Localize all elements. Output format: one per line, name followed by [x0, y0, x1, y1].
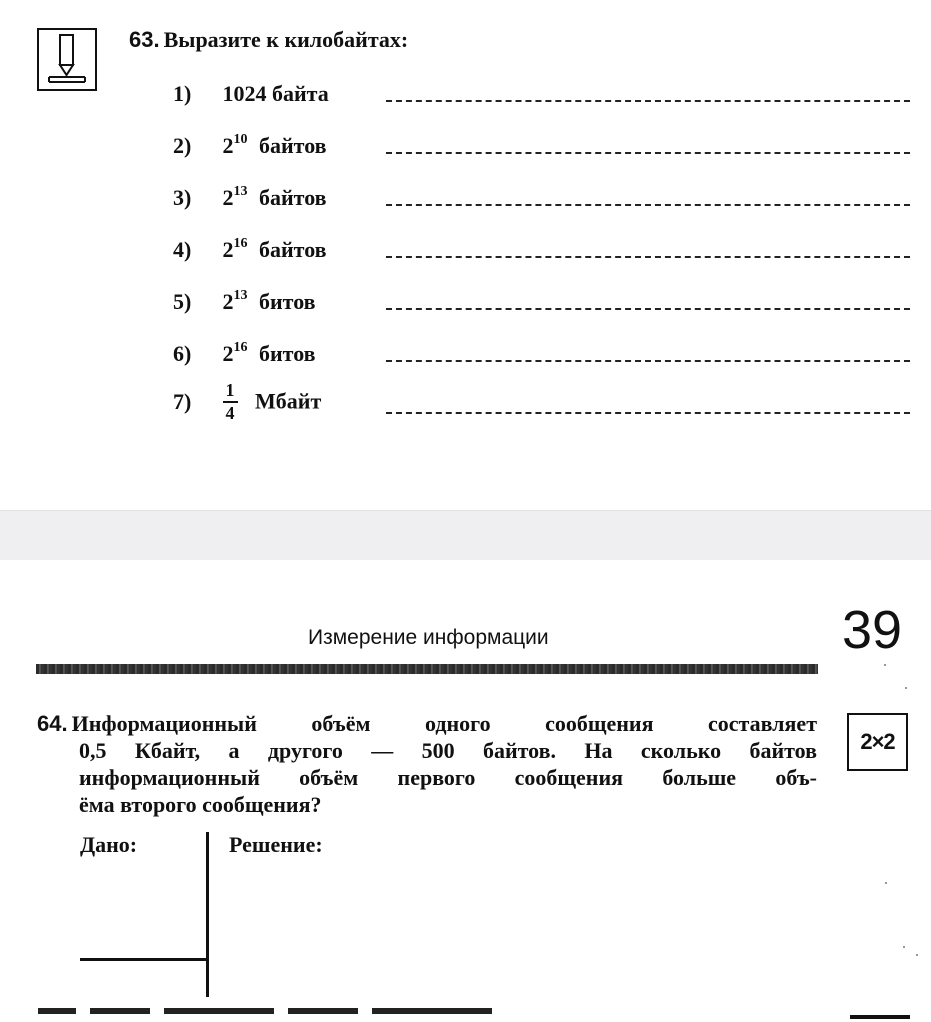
item-index: 6): [173, 341, 192, 366]
task63-number: 63.: [129, 27, 160, 52]
item-base: 2: [222, 237, 234, 262]
item-exponent: 16: [233, 339, 248, 355]
given-underline: [80, 958, 207, 961]
page-top: [0, 0, 931, 510]
item-unit: битов: [259, 341, 316, 366]
answer-line-4[interactable]: [386, 256, 910, 258]
task64-line-1-text: Информационный объём одного сообщения составляет: [71, 711, 817, 736]
answer-line-1[interactable]: [386, 100, 910, 102]
item-exponent: 16: [233, 235, 248, 251]
item-fraction: [223, 381, 238, 422]
item-unit: байтов: [259, 237, 327, 262]
scan-speck: [884, 664, 886, 666]
task64-number: 64.: [37, 711, 68, 736]
given-label: Дано:: [80, 832, 138, 857]
item-index: 5): [173, 289, 192, 314]
item-exponent: 10: [233, 131, 248, 147]
item-exponent: 13: [233, 183, 248, 199]
item-unit: Мбайт: [255, 388, 322, 414]
item-unit: битов: [259, 289, 316, 314]
given-solution-divider: [206, 832, 209, 997]
item-unit: байтов: [259, 185, 327, 210]
answer-line-7[interactable]: [386, 412, 910, 414]
header-rule: [36, 664, 818, 674]
task64-text: [37, 710, 817, 818]
item-index: 2): [173, 133, 192, 158]
item-base: 2: [222, 185, 234, 210]
task63-item-4: [173, 237, 327, 267]
badge-label: 2×2: [860, 729, 895, 754]
pen-writing-icon: [37, 28, 97, 91]
answer-line-2[interactable]: [386, 152, 910, 154]
task63-item-5: [173, 289, 316, 319]
page-number: 39: [842, 600, 903, 660]
scan-speck: [885, 882, 887, 884]
answer-line-5[interactable]: [386, 308, 910, 310]
next-task-badge-edge: [850, 1015, 910, 1019]
item-exponent: 13: [233, 287, 248, 303]
item-base: 2: [222, 133, 234, 158]
item-base: 2: [222, 289, 234, 314]
task63-title: Выразите к килобайтах:: [163, 27, 409, 52]
solution-label: Решение:: [229, 832, 323, 857]
task63-item-6: [173, 341, 316, 371]
item-index: 3): [173, 185, 192, 210]
task63-item-3: [173, 185, 327, 215]
task64-line-2: 0,5 Кбайт, а другого — 500 байтов. На сколько байтов: [79, 738, 817, 763]
pair-work-badge-icon: [847, 713, 908, 771]
task64-line-1: [37, 710, 817, 737]
page-bottom: [0, 560, 931, 1019]
item-index: 1): [173, 81, 192, 106]
fraction-numerator: 1: [223, 381, 238, 403]
task64-line-4: ёма второго сообщения?: [79, 792, 322, 817]
next-task-cut-off: [38, 1008, 598, 1022]
answer-line-3[interactable]: [386, 204, 910, 206]
scan-speck: [903, 946, 905, 948]
fraction-denominator: 4: [225, 403, 235, 423]
item-index: 4): [173, 237, 192, 262]
page-gap: [0, 510, 931, 560]
task64-line-3: информационный объём первого сообщения больше объ-: [79, 765, 817, 790]
running-title: Измерение информации: [308, 626, 549, 649]
task63-item-2: [173, 133, 327, 163]
task63-item-7: [173, 381, 321, 427]
scan-speck: [905, 687, 907, 689]
item-value: 1024 байта: [222, 81, 329, 106]
scan-speck: [916, 954, 918, 956]
item-base: 2: [222, 341, 234, 366]
item-unit: байтов: [259, 133, 327, 158]
answer-line-6[interactable]: [386, 360, 910, 362]
item-index: 7): [173, 388, 192, 414]
task63-heading: [129, 27, 408, 53]
task63-item-1: [173, 81, 329, 111]
